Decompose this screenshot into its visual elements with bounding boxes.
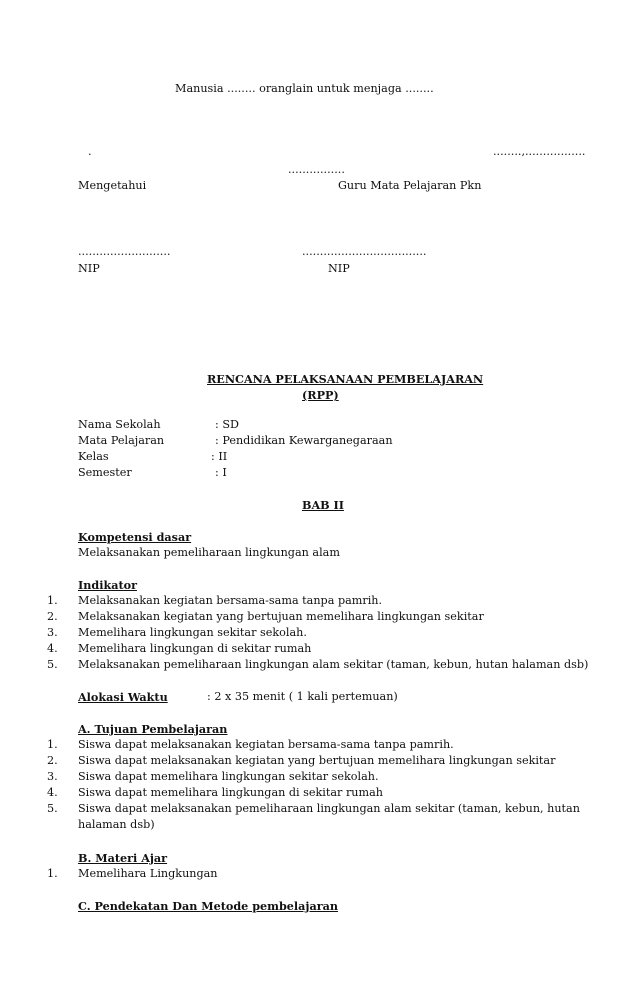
list-text: Siswa dapat melaksanakan pemeliharaan lingkungan alam sekitar (taman, kebun, hutan xyxy=(78,802,580,815)
list-number: 2. xyxy=(47,610,58,623)
indikator-heading: Indikator xyxy=(78,578,137,592)
list-number: 1. xyxy=(47,738,58,751)
list-number: 5. xyxy=(47,802,58,815)
pendekatan-heading: C. Pendekatan Dan Metode pembelajaran xyxy=(78,899,338,913)
kompetensi-text: Melaksanakan pemeliharaan lingkungan alam xyxy=(78,546,340,559)
place-date-right: ........,................. xyxy=(493,145,586,158)
bab-heading: BAB II xyxy=(302,498,344,512)
alokasi-label: Alokasi Waktu xyxy=(78,690,168,704)
name-right-dots: ................................... xyxy=(302,245,427,258)
identity-label-school: Nama Sekolah xyxy=(78,418,161,431)
list-text: Melaksanakan kegiatan bersama-sama tanpa pamrih. xyxy=(78,594,383,607)
identity-value-semester: : I xyxy=(215,466,227,479)
list-text: Memelihara Lingkungan xyxy=(78,867,218,880)
list-number: 2. xyxy=(47,754,58,767)
list-text: Memelihara lingkungan di sekitar rumah xyxy=(78,642,312,655)
list-number: 4. xyxy=(47,786,58,799)
list-text: Siswa dapat melaksanakan kegiatan yang bertujuan memelihara lingkungan sekitar xyxy=(78,754,556,767)
alokasi-value: : 2 x 35 menit ( 1 kali pertemuan) xyxy=(207,690,398,703)
sign-left-label: Mengetahui xyxy=(78,179,147,192)
list-number: 4. xyxy=(47,642,58,655)
identity-value-subject: : Pendidikan Kewarganegaraan xyxy=(215,434,393,447)
date-line: ................ xyxy=(288,163,345,176)
rpp-subtitle: (RPP) xyxy=(302,388,339,402)
kompetensi-heading: Kompetensi dasar xyxy=(78,530,192,544)
identity-label-class: Kelas xyxy=(78,450,109,463)
name-left-dots: .......................... xyxy=(78,245,171,258)
quote-line: Manusia ........ oranglain untuk menjaga ........ xyxy=(175,82,434,95)
list-text-continuation: halaman dsb) xyxy=(78,818,155,831)
identity-label-semester: Semester xyxy=(78,466,132,479)
list-number: 1. xyxy=(47,867,58,880)
identity-value-class: : II xyxy=(211,450,228,463)
list-text: Memelihara lingkungan sekitar sekolah. xyxy=(78,626,307,639)
nip-left: NIP xyxy=(78,262,100,275)
rpp-title: RENCANA PELAKSANAAN PEMBELAJARAN xyxy=(207,372,484,386)
list-text: Siswa dapat melaksanakan kegiatan bersama-sama tanpa pamrih. xyxy=(78,738,454,751)
list-text: Melaksanakan pemeliharaan lingkungan alam sekitar (taman, kebun, hutan halaman dsb) xyxy=(78,658,589,671)
list-text: Siswa dapat memelihara lingkungan sekitar sekolah. xyxy=(78,770,379,783)
place-left: . xyxy=(88,145,92,158)
nip-right: NIP xyxy=(328,262,350,275)
list-text: Siswa dapat memelihara lingkungan di sekitar rumah xyxy=(78,786,383,799)
list-number: 5. xyxy=(47,658,58,671)
identity-value-school: : SD xyxy=(215,418,239,431)
list-number: 1. xyxy=(47,594,58,607)
list-number: 3. xyxy=(47,626,58,639)
list-number: 3. xyxy=(47,770,58,783)
sign-right-label: Guru Mata Pelajaran Pkn xyxy=(338,179,482,192)
identity-label-subject: Mata Pelajaran xyxy=(78,434,165,447)
materi-heading: B. Materi Ajar xyxy=(78,851,168,865)
list-text: Melaksanakan kegiatan yang bertujuan memelihara lingkungan sekitar xyxy=(78,610,484,623)
tujuan-heading: A. Tujuan Pembelajaran xyxy=(78,722,228,736)
